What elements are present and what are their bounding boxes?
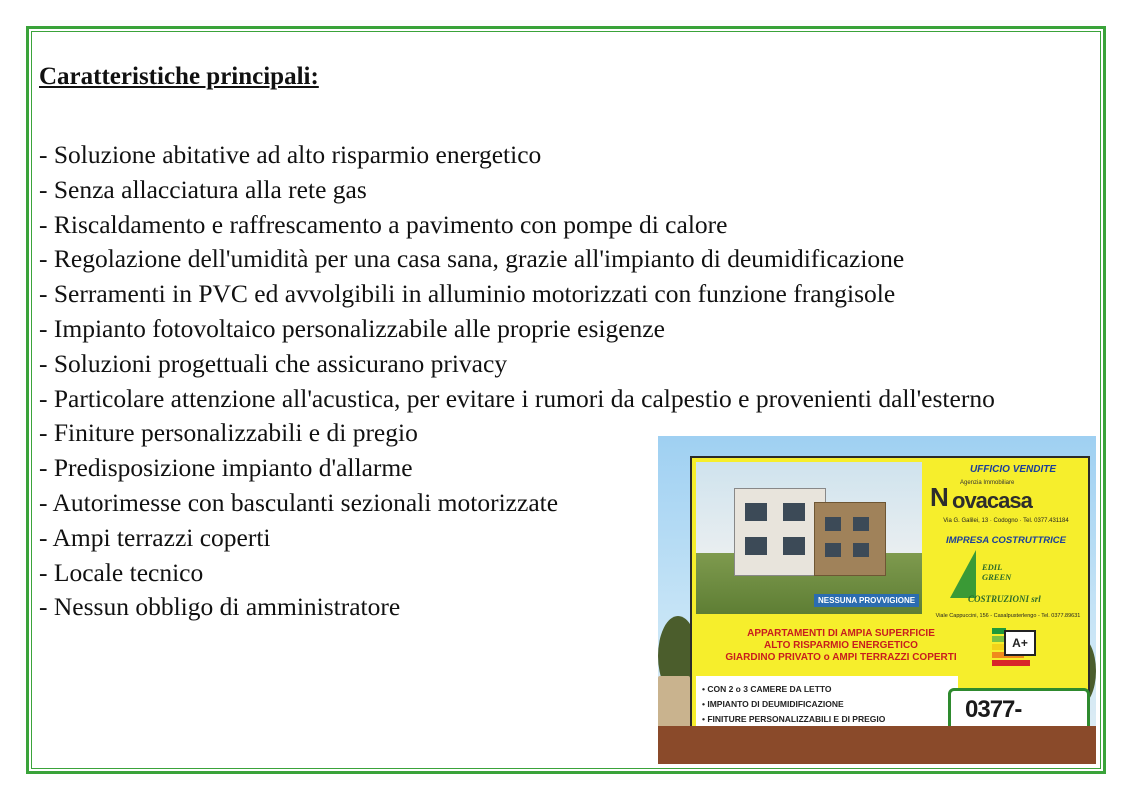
feature-item: - Locale tecnico	[39, 557, 204, 587]
feature-item: - Particolare attenzione all'acustica, per evitare i rumori da calpestio e provenienti dall'esterno	[39, 383, 995, 413]
energy-class-badge: A+	[1004, 630, 1036, 656]
sales-office-label: UFFICIO VENDITE	[969, 464, 1057, 475]
render-house	[734, 488, 826, 576]
list-item: • CON 2 o 3 CAMERE DA LETTO	[702, 684, 832, 694]
energy-class-icon	[992, 624, 1048, 668]
feature-item: - Autorimesse con basculanti sezionali motorizzate	[39, 487, 559, 517]
rooftop	[658, 726, 1096, 764]
phone-number: 0377-	[965, 696, 1022, 723]
feature-item: - Serramenti in PVC ed avvolgibili in alluminio motorizzati con funzione frangisole	[39, 279, 896, 309]
feature-item: - Riscaldamento e raffrescamento a pavimento con pompe di calore	[39, 209, 728, 239]
sales-sign	[690, 456, 1090, 748]
feature-item: - Senza allacciatura alla rete gas	[39, 174, 367, 204]
feature-item: - Predisposizione impianto d'allarme	[39, 453, 413, 483]
list-item: • IMPIANTO DI DEUMIDIFICAZIONE	[702, 699, 844, 709]
builder-label: IMPRESA COSTRUTTRICE	[946, 535, 1066, 546]
edil-green-logo: EDIL GREEN COSTRUZIONI srl	[950, 550, 1080, 612]
feature-item: - Impianto fotovoltaico personalizzabile alle proprie esigenze	[39, 313, 665, 343]
apartment-highlights: APPARTAMENTI DI AMPIA SUPERFICIE ALTO RISPARMIO ENERGETICO GIARDINO PRIVATO o AMPI TERRAZZI COPERTI	[725, 628, 957, 663]
feature-item: - Soluzioni progettuali che assicurano privacy	[39, 348, 508, 378]
builder-address: Viale Cappuccini, 156 - Casalpusterlengo - Tel. 0377.89631	[935, 613, 1081, 619]
render-house	[814, 502, 886, 576]
novacasa-logo: N Agenzia Immobiliare ovacasa	[930, 480, 1032, 513]
feature-item: - Nessun obbligo di amministratore	[39, 592, 401, 622]
feature-item: - Regolazione dell'umidità per una casa sana, grazie all'impianto di deumidificazione	[39, 244, 905, 274]
feature-item: - Ampi terrazzi coperti	[39, 522, 271, 552]
agency-address: Via G. Galilei, 13 · Codogno · Tel. 0377.431184	[943, 518, 1069, 524]
feature-item: - Soluzione abitative ad alto risparmio energetico	[39, 140, 542, 169]
billboard-photo	[658, 436, 1096, 764]
page-title: Caratteristiche principali:	[39, 63, 319, 90]
list-item: • FINITURE PERSONALIZZABILI E DI PREGIO	[702, 714, 886, 724]
feature-item: - Finiture personalizzabili e di pregio	[39, 418, 418, 448]
building-render	[696, 462, 922, 614]
no-commission-label: NESSUNA PROVVIGIONE	[814, 594, 919, 607]
